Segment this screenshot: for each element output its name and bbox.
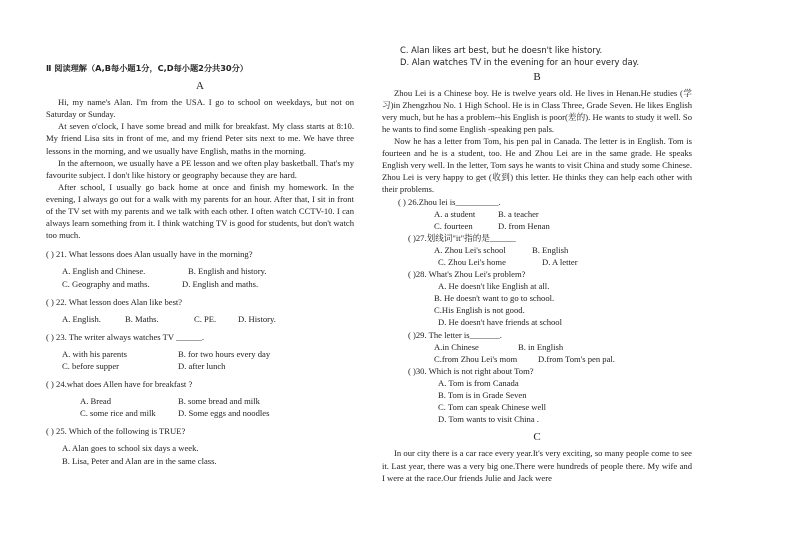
option: D. History.: [238, 313, 276, 324]
option: C. Alan likes art best, but he doesn't like history.: [400, 45, 603, 55]
question-25: ( ) 25. Which of the following is TRUE?: [46, 426, 186, 437]
right-column: [382, 44, 692, 484]
option: D. from Henan: [498, 220, 550, 231]
question-24: ( ) 24.what does Allen have for breakfast ?: [46, 379, 193, 390]
option: D. after lunch: [178, 360, 226, 371]
question-27: ( )27.划线词"it"指的是______: [408, 232, 516, 243]
option: A. English and Chinese.: [62, 266, 146, 277]
question-21: ( ) 21. What lessons does Alan usually have in the morning?: [46, 249, 253, 260]
passage-a-paragraph: Hi, my name's Alan. I'm from the USA. I go to school on weekdays, but not on Saturday or Sunday.: [46, 97, 354, 120]
option: B. He doesn't want to go to school.: [434, 293, 555, 304]
passage-b-paragraph: Zhou Lei is a Chinese boy. He is twelve years old. He lives in Henan.He studies (学习)in Zhengzhou No. 1 High School. He is in Class Three, Grade Seven. He likes English very much, but he has a problem--his English is poor(差的). He wants to study it well. So he wants to find some English -speaking pen pals.: [382, 87, 692, 134]
option: B. Lisa, Peter and Alan are in the same class.: [62, 455, 217, 466]
section-title: Ⅱ 阅读理解（A,B每小题1分，C,D每小题2分共30分）: [46, 63, 248, 73]
option: C. Zhou Lei's home: [438, 257, 506, 267]
passage-b-letter: B: [533, 70, 541, 83]
left-column: [46, 62, 354, 467]
option: C. PE.: [194, 313, 217, 324]
passage-b-paragraph: Now he has a letter from Tom, his pen pal in Canada. The letter is in English. Tom is fourteen and he is a student, too. He and Zhou Lei are in the same grade. He speaks English very well. In the letter, Tom says he wants to visit China and study some Chinese. Zhou Lei is very happy to get (收到) this letter. He thinks they can help each other with their problems.: [382, 136, 692, 195]
option: B. Maths.: [125, 313, 159, 324]
option: C. some rice and milk: [80, 408, 156, 419]
passage-a-letter: A: [196, 80, 204, 93]
question-26: ( ) 26.Zhou lei is__________.: [398, 196, 501, 207]
option: B. English: [532, 244, 569, 255]
passage-c-letter: C: [533, 431, 541, 444]
option: B. for two hours every day: [178, 348, 271, 359]
option: B. a teacher: [498, 208, 539, 219]
option: D.from Tom's pen pal.: [538, 353, 615, 364]
option: A.in Chinese: [434, 341, 479, 352]
option: C. Tom can speak Chinese well: [438, 402, 547, 413]
option: C. before supper: [62, 360, 120, 371]
option: B. some bread and milk: [178, 396, 260, 407]
option: C. Geography and maths.: [62, 278, 150, 289]
question-23: ( ) 23. The writer always watches TV ______.: [46, 331, 204, 342]
option: B. in English: [518, 341, 564, 352]
option: B. English and history.: [188, 266, 267, 277]
option: A. He doesn't like English at all.: [438, 281, 550, 292]
option: C. fourteen: [434, 220, 473, 231]
question-29: ( )29. The letter is_______.: [408, 329, 502, 340]
passage-a-paragraph: At seven o'clock, I have some bread and milk for breakfast. My class starts at 8:10. My friend Lisa sits in front of me, and my friend Peter sits next to me. We have three lessons in the morning, and we usually have English, maths in the morning.: [46, 121, 354, 156]
question-28: ( )28. What's Zhou Lei's problem?: [408, 269, 526, 280]
option: D. Some eggs and noodles: [178, 408, 270, 419]
option: A. Alan goes to school six days a week.: [62, 443, 199, 454]
option: D. Tom wants to visit China .: [438, 414, 539, 425]
option: A. Bread: [80, 396, 112, 407]
option: D. English and maths.: [182, 278, 259, 289]
option: A. Zhou Lei's school: [434, 244, 506, 255]
question-30: ( )30. Which is not right about Tom?: [408, 365, 534, 376]
passage-a-paragraph: After school, I usually go back home at once and finish my homework. In the evening, I always go out for a walk with my parents for an hour. After that, I sit in front of the TV set with my parents and we talk with each other. I often watch CCTV-10. I can always learn something from it. I think watching TV is good for students, but don't watch too much.: [46, 181, 354, 241]
option: D. Alan watches TV in the evening for an hour every day.: [400, 57, 640, 68]
passage-c-paragraph: In our city there is a car race every year.It's very exciting, so many people come to see it. Last year, there was a very big one.There were hundreds of people there. My wife and I were at the race.Our friends Julie and Jack were: [382, 448, 692, 483]
option: A. Tom is from Canada: [438, 377, 519, 388]
option: A. a student: [434, 208, 476, 219]
option: C.His English is not good.: [434, 305, 525, 316]
option: D. A letter: [542, 257, 578, 267]
option: B. Tom is in Grade Seven: [438, 390, 527, 401]
option: D. He doesn't have friends at school: [438, 317, 562, 328]
option: A. English.: [62, 313, 101, 324]
option: A. with his parents: [62, 348, 127, 359]
passage-a-paragraph: In the afternoon, we usually have a PE lesson and we often play basketball. That's my favourite subject. I don't like history or geography because they are hard.: [46, 157, 354, 180]
option: C.from Zhou Lei's mom: [434, 353, 518, 364]
question-22: ( ) 22. What lesson does Alan like best?: [46, 296, 183, 307]
